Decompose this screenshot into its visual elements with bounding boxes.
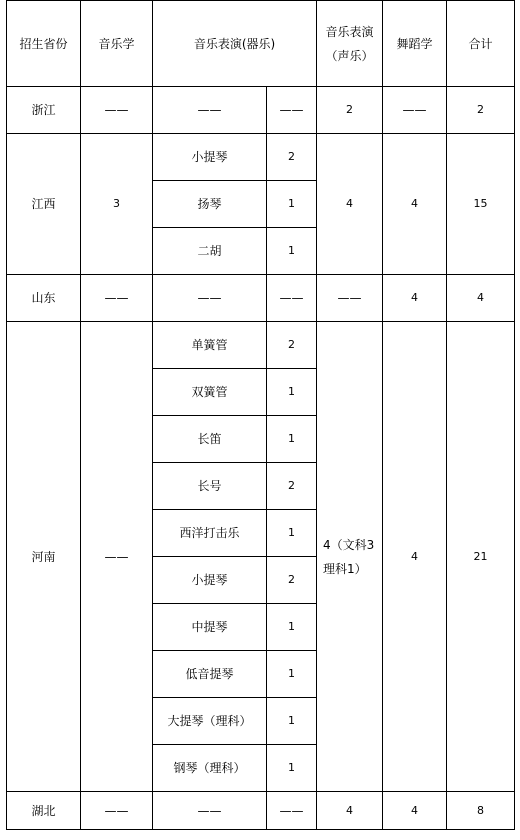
instrument-cell: 二胡 [153,228,267,275]
header-province: 招生省份 [7,1,81,87]
dance-cell: —— [383,87,447,134]
dance-cell: 4 [383,322,447,792]
header-vocal-line1: 音乐表演 [325,24,374,39]
instrument-count-cell: 1 [267,510,317,557]
instrument-count-cell: 2 [267,463,317,510]
instrument-cell: 双簧管 [153,369,267,416]
province-cell: 河南 [7,322,81,792]
province-cell: 湖北 [7,792,81,830]
province-cell: 江西 [7,134,81,275]
vocal-cell: —— [317,275,383,322]
vocal-cell [317,322,383,792]
total-cell: 4 [447,275,515,322]
province-cell: 浙江 [7,87,81,134]
instrument-cell: 扬琴 [153,181,267,228]
total-cell: 21 [447,322,515,792]
vocal-line2: 理科1） [323,561,367,576]
instrument-cell: —— [153,792,267,830]
instrument-count-cell: 1 [267,604,317,651]
header-dance: 舞蹈学 [383,1,447,87]
musicology-cell: —— [81,792,153,830]
header-vocal [317,1,383,87]
total-cell: 15 [447,134,515,275]
instrument-count-cell: 1 [267,745,317,792]
instrument-cell: 长号 [153,463,267,510]
total-cell: 2 [447,87,515,134]
instrument-count-cell: —— [267,87,317,134]
dance-cell: 4 [383,792,447,830]
instrument-cell: —— [153,87,267,134]
header-musicology: 音乐学 [81,1,153,87]
instrument-count-cell: 2 [267,557,317,604]
enrollment-table [6,0,515,830]
table-row-shandong [7,275,515,322]
table-row-hubei [7,792,515,830]
table-row-zhejiang [7,87,515,134]
vocal-line1: 4（文科3 [323,537,375,552]
musicology-cell: —— [81,87,153,134]
vocal-cell: 4 [317,792,383,830]
dance-cell: 4 [383,134,447,275]
header-instrumental: 音乐表演(器乐) [153,1,317,87]
instrument-cell: 西洋打击乐 [153,510,267,557]
table-row-henan [7,322,515,369]
vocal-cell: 2 [317,87,383,134]
instrument-cell: 小提琴 [153,557,267,604]
vocal-cell: 4 [317,134,383,275]
instrument-count-cell: —— [267,792,317,830]
instrument-count-cell: 1 [267,181,317,228]
instrument-count-cell: 1 [267,651,317,698]
header-row [7,1,515,87]
instrument-cell: 大提琴（理科） [153,698,267,745]
instrument-cell: 钢琴（理科） [153,745,267,792]
instrument-cell: 小提琴 [153,134,267,181]
musicology-cell: 3 [81,134,153,275]
table-row-jiangxi [7,134,515,181]
instrument-count-cell: —— [267,275,317,322]
header-total: 合计 [447,1,515,87]
instrument-count-cell: 2 [267,134,317,181]
dance-cell: 4 [383,275,447,322]
province-cell: 山东 [7,275,81,322]
instrument-count-cell: 1 [267,416,317,463]
instrument-cell: 中提琴 [153,604,267,651]
instrument-cell: 长笛 [153,416,267,463]
instrument-count-cell: 1 [267,228,317,275]
musicology-cell: —— [81,322,153,792]
instrument-cell: —— [153,275,267,322]
instrument-cell: 单簧管 [153,322,267,369]
total-cell: 8 [447,792,515,830]
header-vocal-line2: （声乐） [325,48,374,63]
instrument-count-cell: 1 [267,698,317,745]
instrument-cell: 低音提琴 [153,651,267,698]
instrument-count-cell: 1 [267,369,317,416]
musicology-cell: —— [81,275,153,322]
instrument-count-cell: 2 [267,322,317,369]
